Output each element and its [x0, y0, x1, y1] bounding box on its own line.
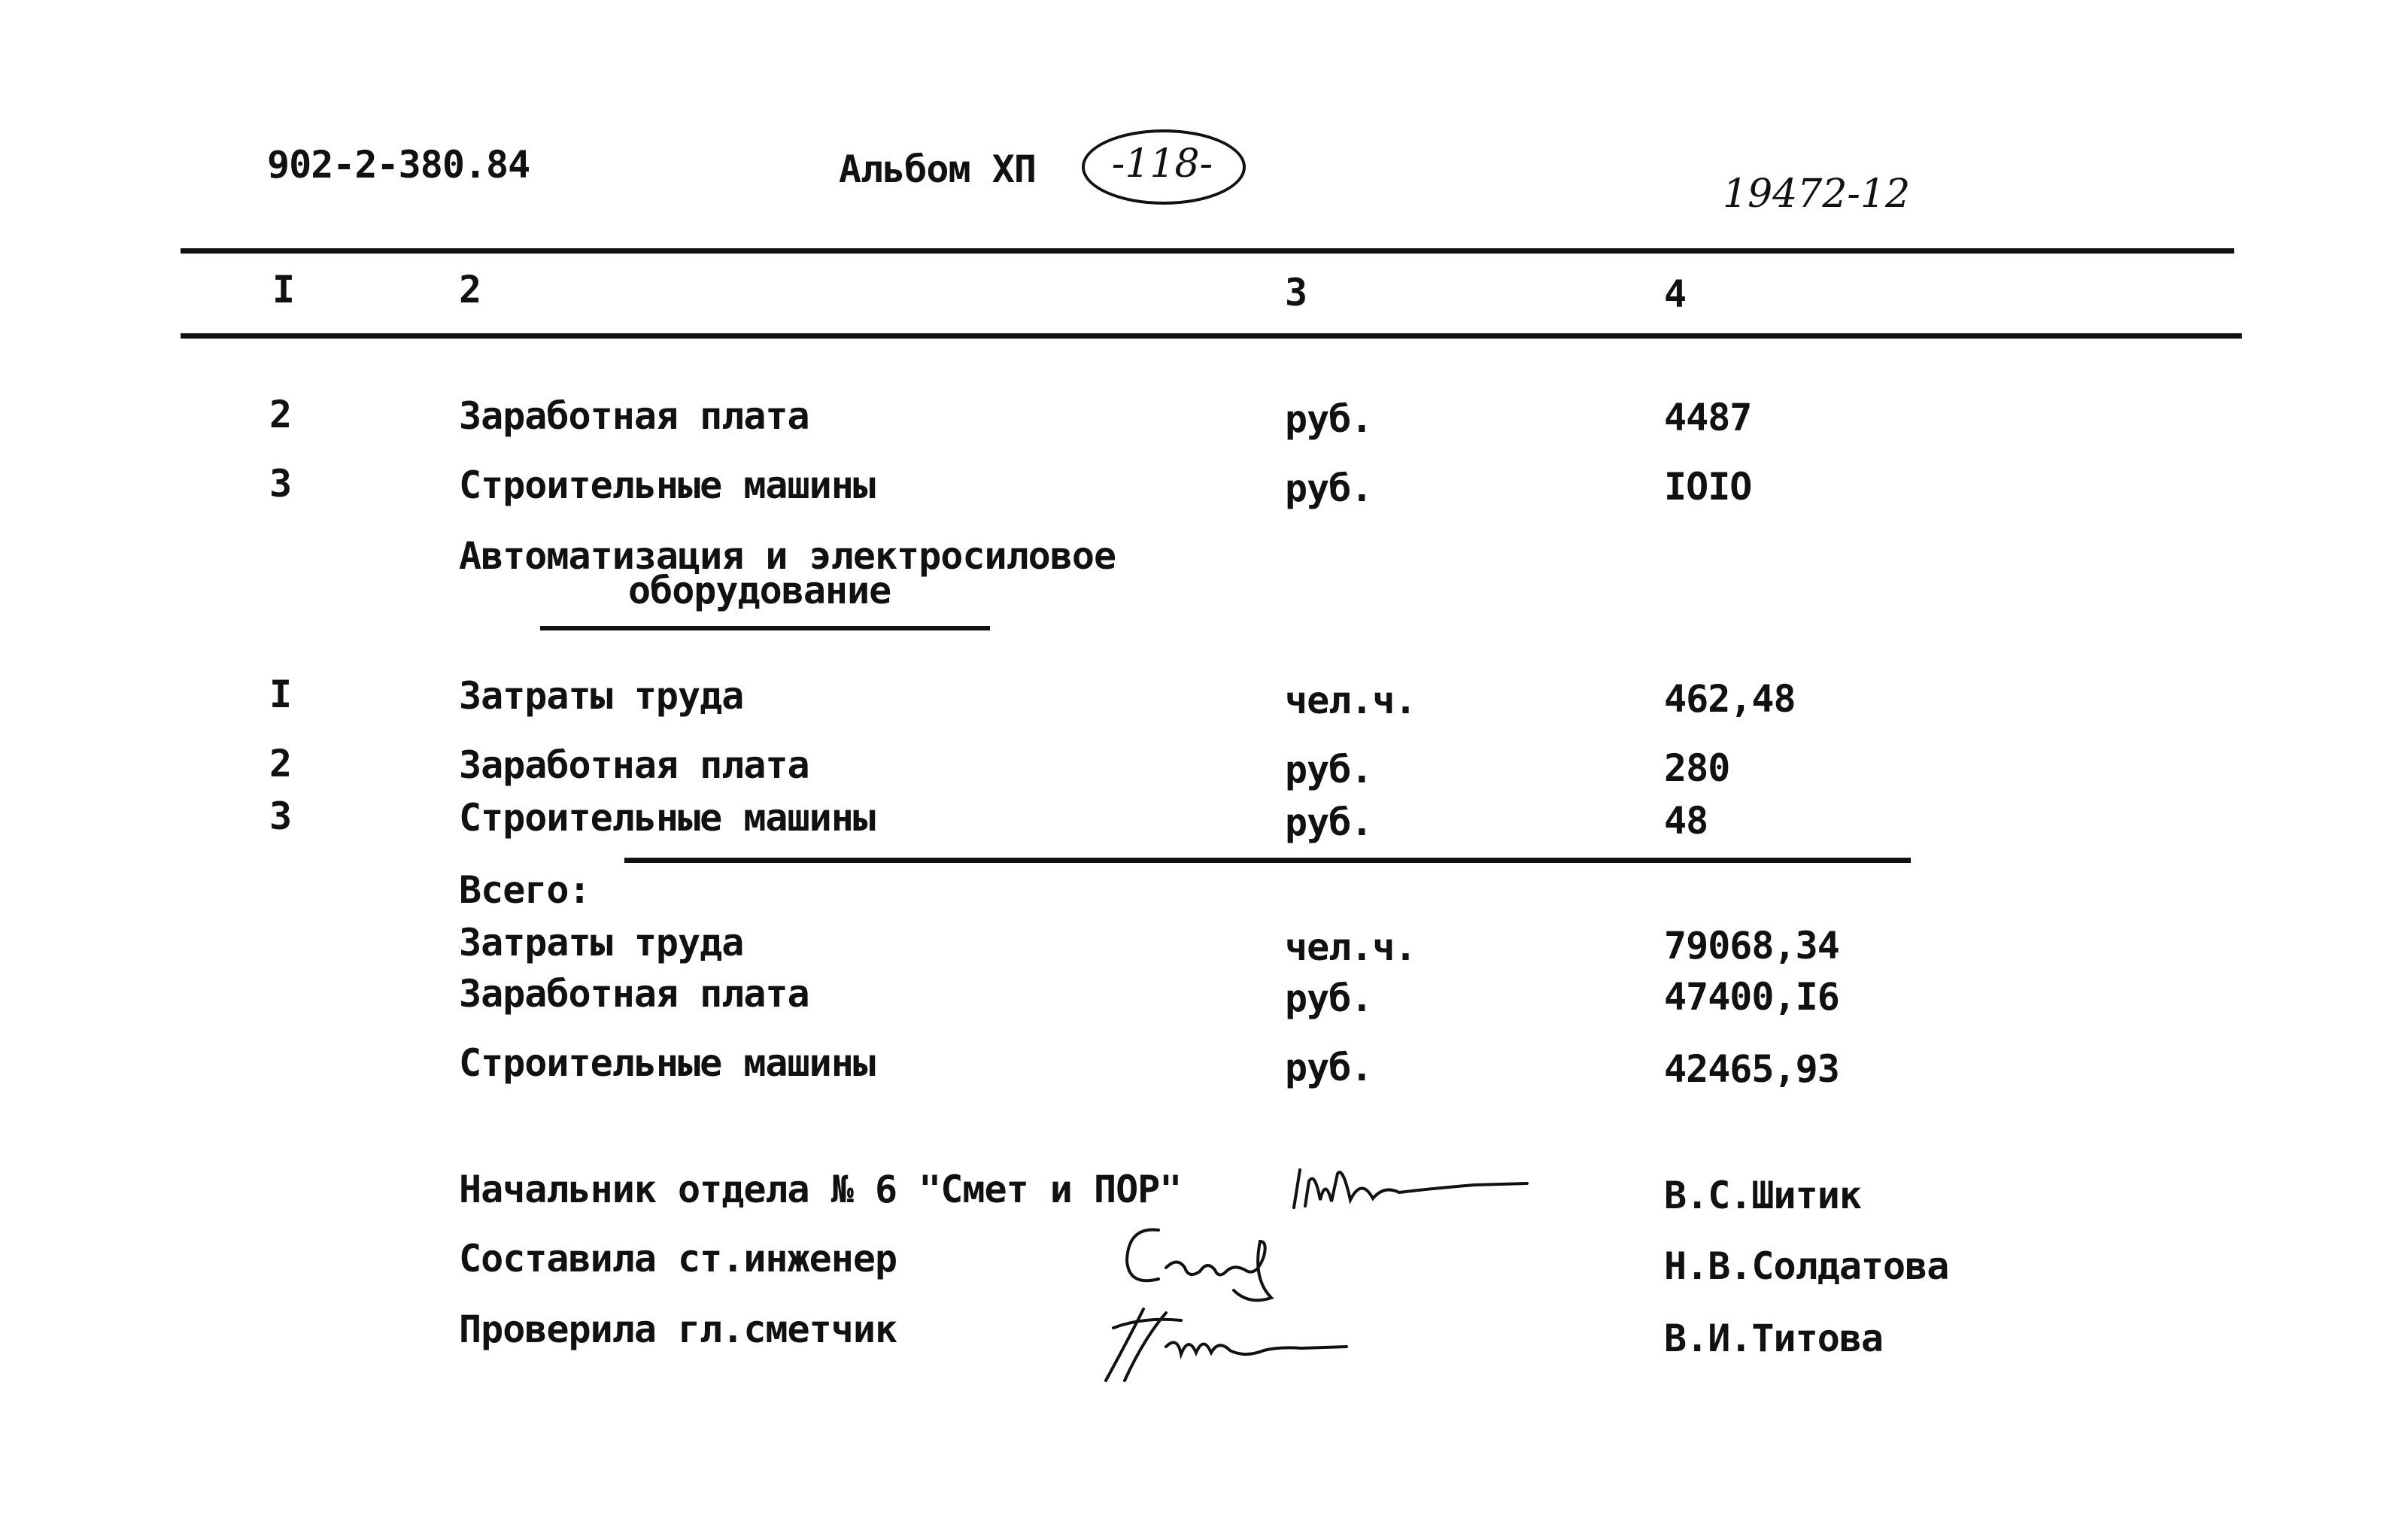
row-number: I [269, 673, 292, 716]
row-unit: чел.ч. [1285, 679, 1417, 722]
row-value: 42465,93 [1664, 1047, 1839, 1091]
handwritten-signature-3 [1083, 1294, 1354, 1392]
signature-role: Проверила гл.сметчик [459, 1308, 897, 1351]
row-number: 2 [269, 393, 292, 436]
column-header-3: 3 [1285, 271, 1307, 314]
row-unit: руб. [1285, 800, 1373, 844]
row-unit: руб. [1285, 977, 1373, 1020]
archive-number: 19472-12 [1723, 172, 1911, 217]
row-number: 3 [269, 794, 292, 838]
row-unit: руб. [1285, 748, 1373, 791]
row-value: 280 [1664, 746, 1730, 790]
row-unit: чел.ч. [1285, 925, 1417, 969]
signature-name: В.И.Титова [1664, 1317, 1884, 1360]
row-name: Заработная плата [459, 743, 809, 787]
album-label: Альбом XП [839, 147, 1036, 191]
row-value: 4487 [1664, 396, 1752, 439]
total-label: Всего: [459, 868, 591, 912]
row-value: 462,48 [1664, 677, 1796, 721]
row-name: Заработная плата [459, 394, 809, 438]
row-number: 3 [269, 462, 292, 506]
column-header-1: I [272, 268, 295, 311]
section-underline [540, 626, 990, 630]
row-name: Затраты труда [459, 921, 744, 964]
row-name: Затраты труда [459, 674, 744, 718]
row-unit: руб. [1285, 466, 1373, 510]
row-value: 48 [1664, 799, 1708, 843]
signature-role: Составила ст.инженер [459, 1237, 897, 1280]
section-title-line2: оборудование [628, 569, 891, 612]
page-number: -118- [1111, 141, 1213, 187]
row-value: IOIO [1664, 465, 1752, 509]
handwritten-signature-1 [1279, 1155, 1535, 1223]
row-number: 2 [269, 742, 292, 785]
row-name: Строительные машины [459, 796, 875, 840]
row-value: 79068,34 [1664, 924, 1839, 968]
row-unit: руб. [1285, 397, 1373, 441]
header-bottom-rule [181, 333, 2242, 339]
row-value: 47400,I6 [1664, 975, 1839, 1019]
document-code: 902-2-380.84 [267, 143, 530, 187]
section-title-line1: Автоматизация и электросиловое [459, 534, 1116, 578]
signature-role: Начальник отдела № 6 "Смет и ПОР" [459, 1168, 1182, 1211]
row-unit: руб. [1285, 1046, 1373, 1089]
signature-name: Н.В.Солдатова [1664, 1244, 1949, 1288]
top-rule [181, 248, 2234, 254]
row-name: Строительные машины [459, 463, 875, 507]
row-name: Заработная плата [459, 972, 809, 1016]
total-rule [624, 858, 1911, 863]
signature-name: В.С.Шитик [1664, 1174, 1861, 1217]
column-header-4: 4 [1664, 272, 1687, 316]
row-name: Строительные машины [459, 1041, 875, 1085]
column-header-2: 2 [459, 268, 481, 311]
